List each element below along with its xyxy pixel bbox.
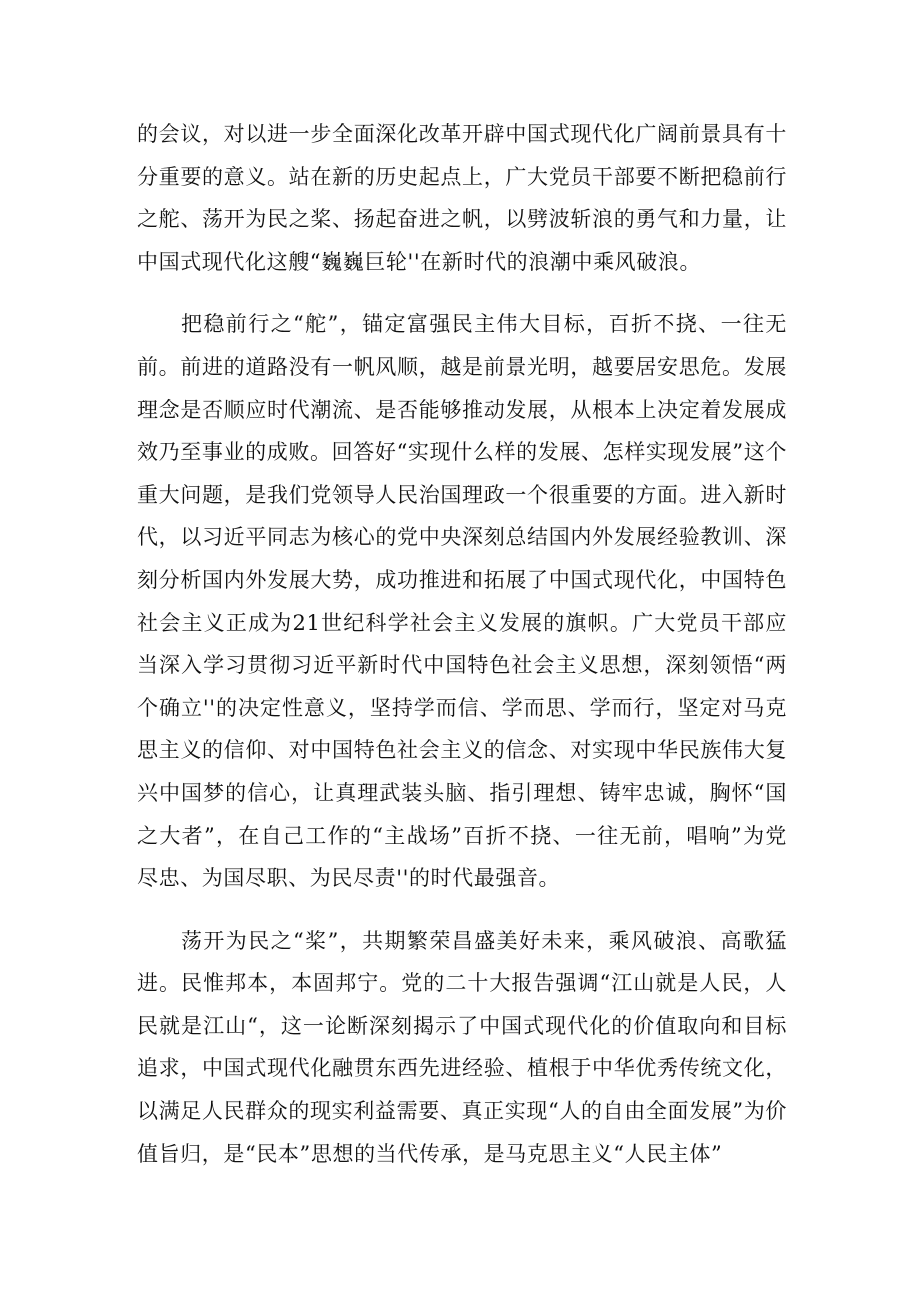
paragraph-3: 荡开为民之“桨”，共期繁荣昌盛美好未来，乘风破浪、高歌猛进。民惟邦本，本固邦宁。党的二十大报告强调“江山就是人民，人民就是江山“，这一论断深刻揭示了中国式现代化的价值取向和目标追求，中国式现代化融贯东西先进经验、植根于中华优秀传统文化，以满足人民群众的现实利益需要、真正实现“人的自由全面发展”为价值旨归，是“民本”思想的当代传承，是马克思主义“人民主体”	[137, 928, 787, 1166]
paragraph-1: 的会议，对以进一步全面深化改革开辟中国式现代化广阔前景具有十分重要的意义。站在新的历史起点上，广大党员干部要不断把稳前行之舵、荡开为民之桨、扬起奋进之帆，以劈波斩浪的勇气和力量，让中国式现代化这艘“巍巍巨轮''在新时代的浪潮中乘风破浪。	[137, 122, 787, 274]
document-body	[137, 113, 787, 1175]
paragraph-2: 把稳前行之“舵”，锚定富强民主伟大目标，百折不挠、一往无前。前进的道路没有一帆风顺，越是前景光明，越要居安思危。发展理念是否顺应时代潮流、是否能够推动发展，从根本上决定着发展成效乃至事业的成败。回答好“实现什么样的发展、怎样实现发展”这个重大问题，是我们党领导人民治国理政一个很重要的方面。进入新时代，以习近平同志为核心的党中央深刻总结国内外发展经验教训、深刻分析国内外发展大势，成功推进和拓展了中国式现代化，中国特色社会主义正成为21世纪科学社会主义发展的旗帜。广大党员干部应当深入学习贯彻习近平新时代中国特色社会主义思想，深刻领悟“两个确立''的决定性意义，坚持学而信、学而思、学而行，坚定对马克思主义的信仰、对中国特色社会主义的信念、对实现中华民族伟大复兴中国梦的信心，让真理武装头脑、指引理想、铸牢忠诚，胸怀“国之大者”，在自己工作的“主战场”百折不挠、一往无前，唱响”为党尽忠、为国尽职、为民尽责''的时代最强音。	[137, 312, 787, 891]
